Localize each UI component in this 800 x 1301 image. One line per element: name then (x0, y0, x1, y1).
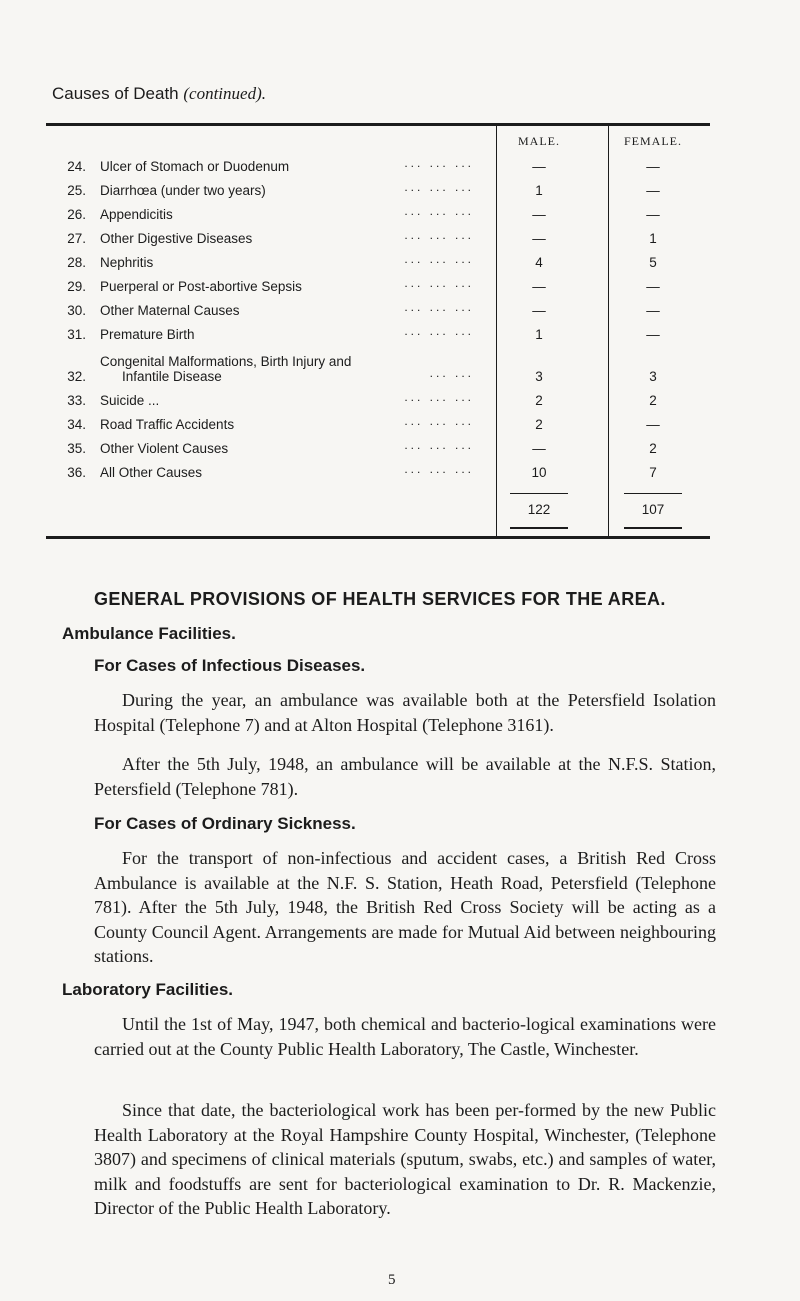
table-row (46, 222, 710, 246)
male-value: 1 (535, 183, 543, 198)
leader-dots: ... ... ... (404, 462, 474, 476)
totals-row (46, 480, 710, 536)
male-value: — (532, 441, 546, 456)
row-cause (100, 270, 482, 294)
causes-of-death-table (46, 123, 710, 539)
row-cause (100, 342, 482, 384)
table-row (46, 408, 710, 432)
male-total: 122 (510, 493, 569, 529)
row-number: 36. (67, 465, 86, 480)
row-number: 32. (67, 369, 86, 384)
row-cause (100, 174, 482, 198)
male-value: 4 (535, 255, 543, 270)
cause-label: Other Digestive Diseases (100, 231, 256, 246)
table-row (46, 294, 710, 318)
ordinary-paragraph: For the transport of non-infectious and accident cases, a British Red Cross Ambulance is available at the N.F. S. Station, Heath Road, Petersfield (Telephone 781). After the 5th July, 1948, the British Red Cross Society will be acting as a County Council Agent. Arrangements are made for Mutual Aid between neighbouring stations. (94, 848, 716, 966)
row-cause (100, 318, 482, 342)
male-value: 2 (535, 417, 543, 432)
cause-label: Diarrhœa (under two years) (100, 183, 270, 198)
leader-dots: ... ... ... (404, 300, 474, 314)
infectious-paragraph-1: During the year, an ambulance was available both at the Petersfield Isolation Hospital (Telephone 7) and at Alton Hospital (Telephone 3161). (94, 690, 716, 735)
table-row (46, 318, 710, 342)
cause-label: Appendicitis (100, 207, 177, 222)
page-title (52, 84, 266, 104)
female-value: 2 (649, 441, 657, 456)
leader-dots: ... ... ... (404, 276, 474, 290)
cause-label: Premature Birth (100, 327, 199, 342)
row-number: 27. (67, 231, 86, 246)
table-row (46, 174, 710, 198)
male-value: — (532, 303, 546, 318)
row-number: 24. (67, 159, 86, 174)
row-number: 35. (67, 441, 86, 456)
male-value: — (532, 279, 546, 294)
table-row (46, 432, 710, 456)
row-number: 31. (67, 327, 86, 342)
row-cause (100, 246, 482, 270)
row-cause (100, 150, 482, 174)
leader-dots: ... ... ... (404, 414, 474, 428)
title-main: Causes of Death (52, 84, 179, 103)
leader-dots: ... ... ... (404, 438, 474, 452)
table-row (46, 198, 710, 222)
cause-label: Suicide ... (100, 393, 163, 408)
infectious-heading: For Cases of Infectious Diseases. (94, 656, 366, 675)
cause-line1: Congenital Malformations, Birth Injury and (100, 354, 352, 369)
male-value: — (532, 207, 546, 222)
female-value: — (646, 183, 660, 198)
row-cause (100, 456, 482, 480)
row-number: 29. (67, 279, 86, 294)
male-column-divider (496, 126, 497, 536)
leader-dots: ... ... ... (404, 156, 474, 170)
row-cause (100, 294, 482, 318)
female-value: — (646, 417, 660, 432)
cause-label: Puerperal or Post-abortive Sepsis (100, 279, 306, 294)
female-value: 5 (649, 255, 657, 270)
row-cause (100, 432, 482, 456)
laboratory-heading: Laboratory Facilities. (62, 980, 233, 999)
cause-label: Road Traffic Accidents (100, 417, 238, 432)
female-value: 3 (649, 369, 657, 384)
male-value: 10 (531, 465, 547, 480)
row-cause (100, 384, 482, 408)
cause-label: Other Violent Causes (100, 441, 232, 456)
table-row (46, 384, 710, 408)
infectious-paragraph-2: After the 5th July, 1948, an ambulance will be available at the N.F.S. Station, Petersfield (Telephone 781). (94, 754, 716, 799)
cause-label: Nephritis (100, 255, 157, 270)
cause-line2: Infantile Disease (122, 369, 226, 384)
female-value: — (646, 303, 660, 318)
leader-dots: ... ... ... (404, 204, 474, 218)
female-value: 2 (649, 393, 657, 408)
table-row (46, 456, 710, 480)
row-number: 34. (67, 417, 86, 432)
leader-dots: ... ... ... (404, 180, 474, 194)
male-header: MALE. (518, 134, 560, 148)
row-cause (100, 198, 482, 222)
cause-label: Ulcer of Stomach or Duodenum (100, 159, 293, 174)
ordinary-heading: For Cases of Ordinary Sickness. (94, 814, 356, 833)
laboratory-paragraph-2: Since that date, the bacteriological work has been per-formed by the new Public Health Laboratory at the Royal Hampshire County Hospital, Winchester, (Telephone 3807) and specimens of clinical materials (sputum, swabs, etc.) and samples of water, milk and foodstuffs are sent for bacteriological examination to Dr. R. Mackenzie, Director of the Public Health Laboratory. (94, 1100, 716, 1218)
female-value: 1 (649, 231, 657, 246)
cause-label: Other Maternal Causes (100, 303, 244, 318)
table-row (46, 270, 710, 294)
row-number: 25. (67, 183, 86, 198)
male-value: 1 (535, 327, 543, 342)
male-value: 3 (535, 369, 543, 384)
male-value: — (532, 231, 546, 246)
cause-label: All Other Causes (100, 465, 206, 480)
female-value: — (646, 207, 660, 222)
male-value: 2 (535, 393, 543, 408)
table-bottom-rule (46, 536, 710, 539)
leader-dots: ... ... ... (404, 228, 474, 242)
male-value: — (532, 159, 546, 174)
ambulance-heading: Ambulance Facilities. (62, 624, 236, 643)
table-row (46, 246, 710, 270)
row-cause (100, 408, 482, 432)
row-number: 30. (67, 303, 86, 318)
page-number: 5 (388, 1272, 396, 1288)
row-number: 33. (67, 393, 86, 408)
female-column-divider (608, 126, 609, 536)
row-number: 28. (67, 255, 86, 270)
female-value: — (646, 279, 660, 294)
female-value: 7 (649, 465, 657, 480)
leader-dots: ... ... ... (404, 390, 474, 404)
female-value: — (646, 159, 660, 174)
table-row (46, 150, 710, 174)
row-number: 26. (67, 207, 86, 222)
leader-dots: ... ... (429, 366, 474, 380)
female-total: 107 (624, 493, 683, 529)
table-row (46, 342, 710, 384)
leader-dots: ... ... ... (404, 252, 474, 266)
female-value: — (646, 327, 660, 342)
laboratory-paragraph-1: Until the 1st of May, 1947, both chemical and bacterio-logical examinations were carried out at the County Public Health Laboratory, The Castle, Winchester. (94, 1014, 716, 1059)
row-cause (100, 222, 482, 246)
title-continued: (continued). (183, 84, 266, 103)
leader-dots: ... ... ... (404, 324, 474, 338)
female-header: FEMALE. (624, 134, 682, 148)
section-heading: GENERAL PROVISIONS OF HEALTH SERVICES FOR THE AREA. (94, 589, 666, 609)
